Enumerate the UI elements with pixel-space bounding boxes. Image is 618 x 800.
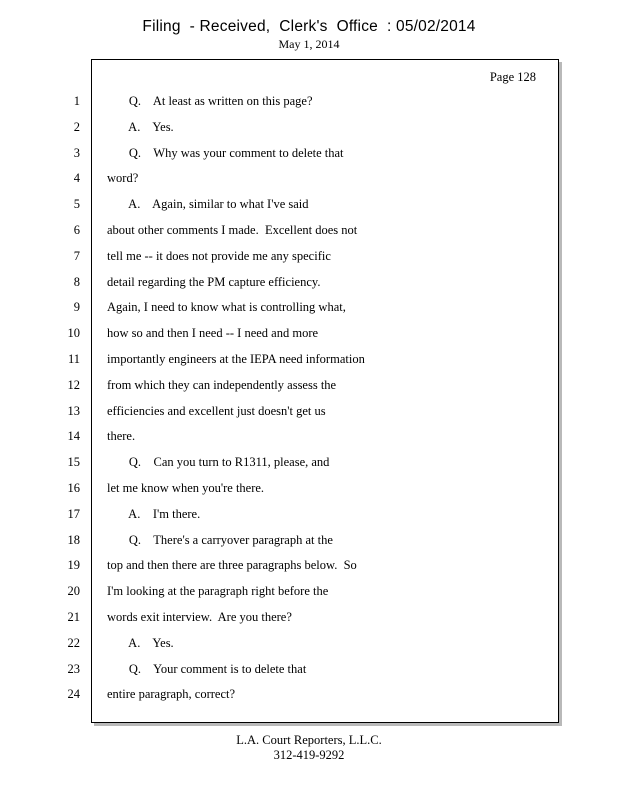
line-number: 19	[67, 558, 80, 573]
transcript-line: Q. Why was your comment to delete that	[107, 145, 344, 160]
transcript-line: A. I'm there.	[107, 506, 201, 521]
line-number: 10	[67, 326, 80, 341]
transcript-line: efficiencies and excellent just doesn't get us	[107, 403, 326, 418]
transcript-line: from which they can independently assess the	[107, 377, 337, 392]
line-number: 16	[67, 481, 80, 495]
line-number: 21	[67, 610, 80, 624]
transcript-line: there.	[107, 429, 136, 444]
line-number: 12	[67, 377, 80, 392]
line-number: 17	[67, 506, 80, 521]
page-number: Page 128	[489, 70, 536, 84]
transcript-line: top and then there are three paragraphs below. So	[107, 558, 357, 573]
line-number: 24	[67, 687, 80, 702]
line-number: 14	[67, 429, 80, 444]
transcript-line: let me know when you're there.	[107, 481, 265, 495]
line-number: 9	[73, 300, 80, 315]
transcript-line: detail regarding the PM capture efficiency.	[107, 274, 321, 289]
reporter-phone: 312-419-9292	[273, 748, 345, 762]
transcript-line: A. Yes.	[107, 119, 174, 134]
line-number: 22	[67, 635, 80, 650]
line-number: 4	[73, 171, 80, 186]
transcript-line: word?	[107, 171, 139, 186]
transcript-line: words exit interview. Are you there?	[107, 610, 292, 624]
transcript-line: Q. Can you turn to R1311, please, and	[107, 455, 330, 470]
reporter-company: L.A. Court Reporters, L.L.C.	[236, 733, 382, 747]
line-number: 11	[67, 352, 80, 366]
line-number: 1	[73, 94, 80, 108]
transcript-line: I'm looking at the paragraph right before the	[107, 584, 329, 599]
hearing-date: May 1, 2014	[278, 37, 340, 51]
line-number: 23	[67, 661, 80, 676]
transcript-line: Again, I need to know what is controlling what,	[107, 300, 346, 315]
line-number: 18	[67, 532, 80, 547]
transcript-line: how so and then I need -- I need and more	[107, 326, 319, 341]
transcript-line: entire paragraph, correct?	[107, 687, 236, 702]
line-number: 13	[67, 403, 80, 418]
line-number: 2	[73, 119, 80, 134]
transcript-line: A. Again, similar to what I've said	[107, 197, 309, 212]
line-number: 5	[73, 197, 80, 212]
filing-stamp: Filing - Received, Clerk's Office : 05/02/2014	[142, 18, 476, 35]
line-number: 8	[73, 274, 80, 289]
line-number: 15	[67, 455, 80, 470]
transcript-line: Q. At least as written on this page?	[107, 94, 313, 108]
line-number: 6	[73, 223, 80, 237]
transcript-line: Q. There's a carryover paragraph at the	[107, 532, 333, 547]
line-number: 7	[73, 248, 80, 263]
transcript-line: Q. Your comment is to delete that	[107, 661, 307, 676]
transcript-line: A. Yes.	[107, 635, 174, 650]
line-number: 20	[67, 584, 80, 599]
transcript-line: about other comments I made. Excellent does not	[107, 223, 358, 237]
transcript-line: importantly engineers at the IEPA need information	[107, 352, 365, 366]
transcript-line: tell me -- it does not provide me any specific	[107, 248, 331, 263]
line-number: 3	[73, 145, 80, 160]
